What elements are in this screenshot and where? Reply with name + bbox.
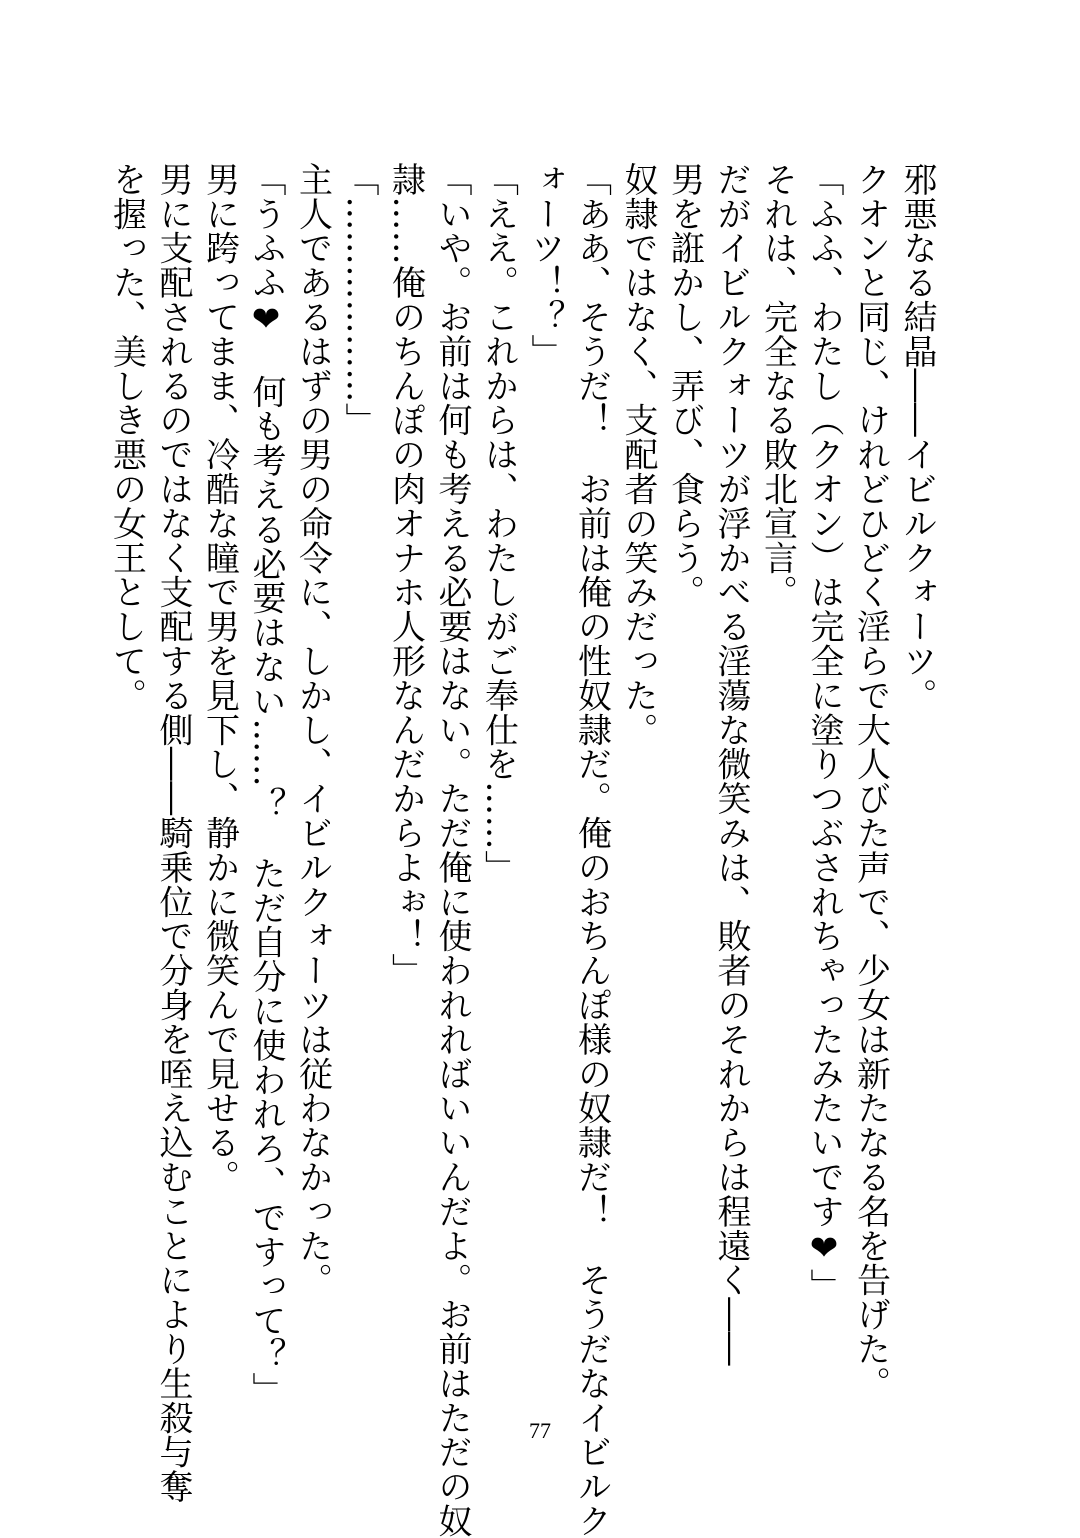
- text-line: 隷……俺のちんぽの肉オナホ人形なんだからよぉ！」: [385, 162, 426, 988]
- page-number: 77: [529, 1418, 551, 1443]
- text-line: 男に跨ってまま、冷酷な瞳で男を見下し、静かに微笑んで見せる。: [199, 162, 240, 1194]
- text-line: だがイビルクォーツが浮かべる淫蕩な微笑みは、敗者のそれからは程遠く――: [711, 162, 751, 1366]
- text-line: 主人であるはずの男の命令に、しかし、イビルクォーツは従わなかった。: [292, 162, 333, 1298]
- text-line: それは、完全なる敗北宣言。: [757, 162, 798, 610]
- text-line: ォーツ！？」: [525, 162, 565, 369]
- text-line: 「ええ。これからは、わたしがご奉仕を……」: [478, 162, 519, 885]
- text-line: クオンと同じ、けれどひどく淫らで大人びた声で、少女は新たなる名を告げた。: [850, 162, 891, 1401]
- text-line: 「ああ、そうだ！ お前は俺の性奴隷だ。俺のおちんぽ様の奴隷だ！ そうだなイビルク: [571, 162, 612, 1538]
- text-line: 邪悪なる結晶――イビルクォーツ。: [897, 162, 937, 713]
- text-line: 「ふふ、わたし（クオン）は完全に塗りつぶされちゃったみたいです❤」: [804, 162, 844, 1304]
- text-line: 「いや。お前は何も考える必要はない。ただ俺に使われればいいんだよ。お前はただの奴: [432, 162, 472, 1538]
- text-line: 男を誑かし、弄び、食らう。: [664, 162, 705, 610]
- text-line: 「うふふ❤ 何も考える必要はない……？ ただ自分に使われろ、ですって？」: [246, 162, 286, 1407]
- text-line: 男に支配されるのではなく支配する側――騎乗位で分身を咥え込むことにより生殺与奪: [153, 162, 193, 1504]
- text-line: 「………………」: [339, 162, 379, 438]
- text-line: を握った、美しき悪の女王として。: [106, 162, 147, 713]
- text-line: 奴隷ではなく、支配者の笑みだった。: [618, 162, 658, 747]
